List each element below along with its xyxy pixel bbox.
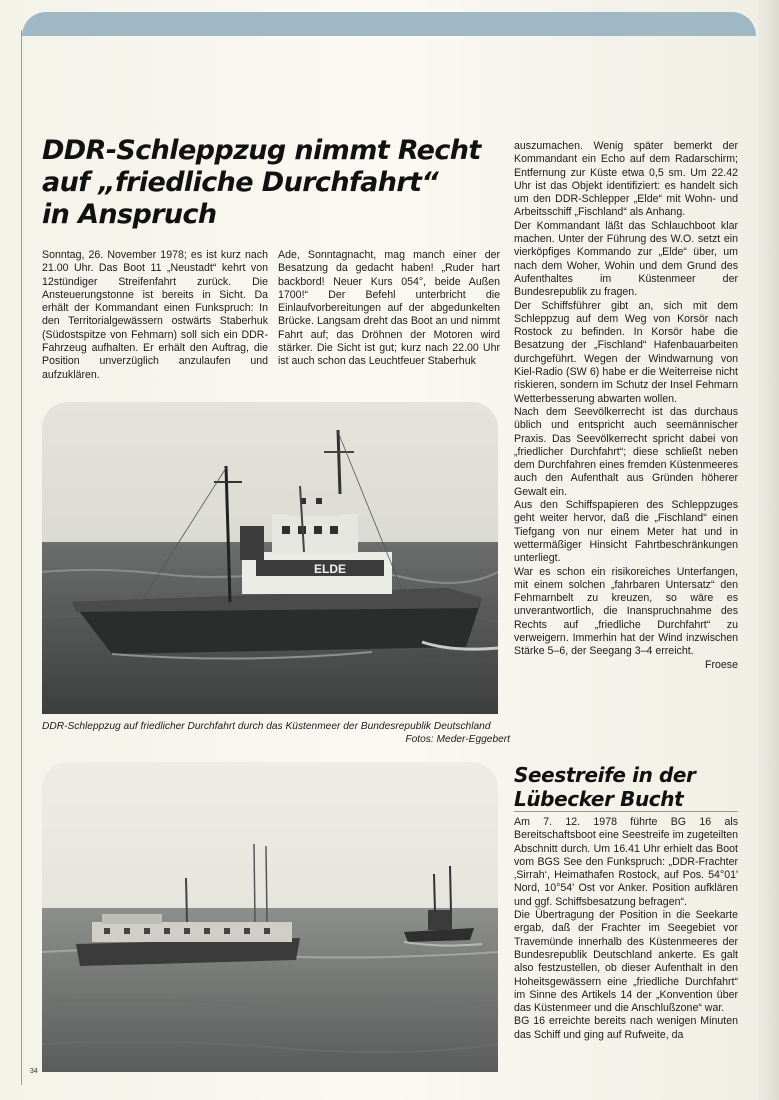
paragraph: Nach dem Seevölkerrecht ist das durchaus üblich und entspricht auch seemännischer Praxis. Das Seevölkerrecht spricht dabei von „friedlicher Durchfahrt“; diese schließt neben dem Durchfahren eines fremden Küstenmeeres auch den Aufenthalt aus Gründen höherer Gewalt ein.: [514, 405, 738, 498]
tugboat-photo: [42, 402, 498, 714]
paragraph: Ade, Sonntagnacht, mag manch einer der Besatzung da gedacht haben! „Ruder hart backbord! Neuer Kurs 054°, beide Außen 1700!“ Der Befehl unterbricht die Einlaufvorbereitungen auf der abgedunkelten Brücke. Langsam dreht das Boot an und nimmt Fahrt auf; das Dröhnen der Motoren wird stärker. Die Sicht ist gut; kurz nach 22.00 Uhr ist auch schon das Leuchtfeuer Staberhuk: [278, 249, 500, 368]
subhead-line: Seestreife in der: [514, 763, 696, 787]
paragraph: BG 16 erreichte bereits nach wenigen Minuten das Schiff und ging auf Rufweite, da: [514, 1015, 738, 1041]
caption-text: DDR-Schleppzug auf friedlicher Durchfahrt durch das Küstenmeer der Bundesrepublik Deutschland: [42, 721, 491, 732]
author-signature: Froese: [705, 658, 738, 671]
article-column-1: [42, 249, 268, 382]
ship-name-label: ELDE: [314, 562, 347, 576]
article-column-3: [514, 140, 738, 672]
section-divider: [514, 811, 738, 812]
photo-caption: [42, 720, 512, 745]
article2-column: [514, 816, 738, 1042]
header-band: [22, 12, 756, 36]
paragraph: Aus den Schiffspapieren des Schleppzuges geht weiter hervor, daß die „Fischland“ einen Tiefgang von nur einem Meter hat und in wettermäßiger Hinsicht Fahrtbeschränkungen unterliegt.: [514, 499, 738, 565]
section-headline: [514, 763, 738, 811]
paragraph: War es schon ein risikoreiches Unterfangen, mit einem solchen „fahrbaren Untersatz“ den Fehmarnbelt zu kreuzen, so wäre es unverantwortlich, die Inanspruchnahme des Rechts auf „friedliche Durchfahrt“ zu verweigern. Immerhin hat der Wind inzwischen Stärke 5–6, der Seegang 3–4 erreicht.: [514, 565, 738, 658]
page-edge: [758, 0, 779, 1100]
paragraph: Der Kommandant läßt das Schlauchboot klar machen. Unter der Führung des W.O. setzt ein vierköpfiges Kommando zur „Elde“ über, um nach dem Woher, Wohin und dem Grund des Aufenthaltes im Küstenmeer der Bundesrepublik zu fragen.: [514, 219, 738, 299]
paragraph: auszumachen. Wenig später bemerkt der Kommandant ein Echo auf dem Radarschirm; Entfernung zur Küste etwa 0,5 sm. Um 22.42 Uhr ist das Objekt identifiziert: es handelt sich um den DDR-Schlepper „Elde“ mit Wohn- und Arbeitsschiff „Fischland“ als Anhang.: [514, 140, 738, 219]
subhead-line: Lübecker Bucht: [514, 787, 684, 811]
paragraph: Sonntag, 26. November 1978; es ist kurz nach 21.00 Uhr. Das Boot 11 „Neustadt“ kehrt von 12stündiger Streifenfahrt zurück. Die Ansteuerungstonne ist bereits in Sicht. Da erhält der Kommandant einen Funkspruch: In den Territorialgewässern ostwärts Staberhuk (Südostspitze von Fehmarn) soll sich ein DDR-Fahrzeug aufhalten. Er erhält den Auftrag, die Position unverzüglich anzulaufen und aufzuklären.: [42, 249, 268, 381]
photo-credit: Fotos: Meder-Eggebert: [405, 734, 510, 745]
headline-line: auf „friedliche Durchfahrt“: [42, 167, 439, 198]
article-headline: [42, 135, 502, 231]
left-margin-rule: [21, 30, 22, 1085]
page-number: 34: [30, 1068, 38, 1075]
paragraph: Der Schiffsführer gibt an, sich mit dem Schleppzug auf dem Weg von Korsör nach Rostock zu befinden. In Korsör habe die Besatzung der „Fischland“ Hafenbauarbeiten durchgeführt. Wegen der Windwarnung von Kiel-Radio (SW 6) habe er die Weiterreise nicht riskieren, sondern im Schutz der Insel Fehmarn Wetterbesserung abwarten wollen.: [514, 299, 738, 405]
tow-convoy-photo: [42, 762, 498, 1072]
paragraph: Die Übertragung der Position in die Seekarte ergab, daß der Frachter im Seegebiet vor Travemünde innerhalb des Küstenmeeres der Bundesrepublik Deutschland ankerte. Es galt also festzustellen, ob dieser Aufenthalt in den Hoheitsgewässern eine „friedliche Durchfahrt“ im Sinne des Artikels 14 der „Konvention über das Küstenmeer und die Anschlußzone“ war.: [514, 909, 738, 1015]
headline-line: DDR-Schleppzug nimmt Recht: [42, 135, 481, 166]
headline-line: in Anspruch: [42, 199, 217, 230]
paragraph: Am 7. 12. 1978 führte BG 16 als Bereitschaftsboot eine Seestreife im zugeteilten Abschnitt durch. Um 16.41 Uhr erhielt das Boot vom BGS See den Funkspruch: „DDR-Frachter ‚Sirrah‘, Heimathafen Rostock, auf Pos. 54°01' Nord, 10°54' Ost vor Anker. Position aufklären und ggf. Schiffsbesatzung befragen“.: [514, 816, 738, 908]
article-column-2: [278, 249, 500, 369]
